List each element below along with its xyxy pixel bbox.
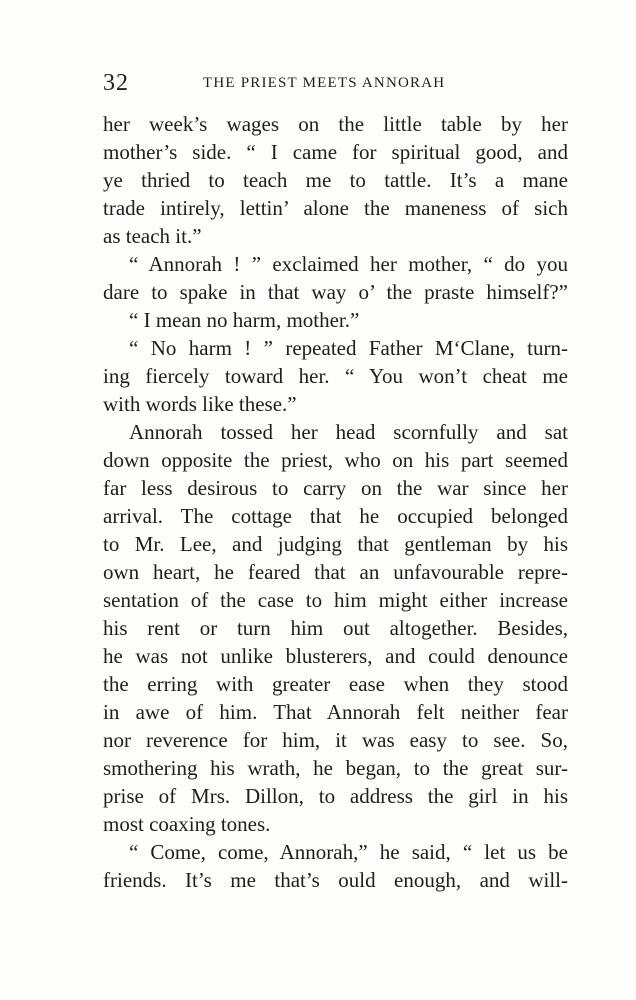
- text-line: nor reverence for him, it was easy to see. So,: [103, 728, 568, 752]
- text-line: most coaxing tones.: [103, 812, 271, 836]
- text-line: friends. It’s me that’s ould enough, and will-: [103, 868, 568, 892]
- text-line: he was not unlike blusterers, and could denounce: [103, 644, 568, 668]
- text-line: “ Come, come, Annorah,” he said, “ let us be: [129, 840, 568, 864]
- text-line: prise of Mrs. Dillon, to address the girl in his: [103, 784, 568, 808]
- text-line: ye thried to teach me to tattle. It’s a mane: [103, 168, 568, 192]
- text-line: the erring with greater ease when they stood: [103, 672, 568, 696]
- text-line: smothering his wrath, he began, to the great sur-: [103, 756, 568, 780]
- body-text: [103, 110, 568, 894]
- text-line: to Mr. Lee, and judging that gentleman by his: [103, 532, 568, 556]
- text-line: far less desirous to carry on the war since her: [103, 476, 568, 500]
- text-line: with words like these.”: [103, 392, 297, 416]
- text-line: as teach it.”: [103, 224, 202, 248]
- text-line: trade intirely, lettin’ alone the maneness of sich: [103, 196, 568, 220]
- text-line: Annorah tossed her head scornfully and sat: [129, 420, 568, 444]
- page-number: 32: [103, 70, 129, 96]
- text-line: “ I mean no harm, mother.”: [129, 308, 360, 332]
- text-line: down opposite the priest, who on his part seemed: [103, 448, 568, 472]
- text-line: “ Annorah ! ” exclaimed her mother, “ do you: [129, 252, 568, 276]
- text-line: arrival. The cottage that he occupied belonged: [103, 504, 568, 528]
- text-line: own heart, he feared that an unfavourable repre-: [103, 560, 568, 584]
- page-header: [103, 68, 568, 98]
- text-line: sentation of the case to him might either increase: [103, 588, 568, 612]
- text-line: mother’s side. “ I came for spiritual good, and: [103, 140, 568, 164]
- text-line: in awe of him. That Annorah felt neither fear: [103, 700, 568, 724]
- text-line: dare to spake in that way o’ the praste himself?”: [103, 280, 568, 304]
- running-head: THE PRIEST MEETS ANNORAH: [203, 75, 446, 91]
- text-line: “ No harm ! ” repeated Father M‘Clane, turn-: [129, 336, 568, 360]
- text-line: ing fiercely toward her. “ You won’t cheat me: [103, 364, 568, 388]
- text-line: her week’s wages on the little table by her: [103, 112, 568, 136]
- text-line: his rent or turn him out altogether. Besides,: [103, 616, 568, 640]
